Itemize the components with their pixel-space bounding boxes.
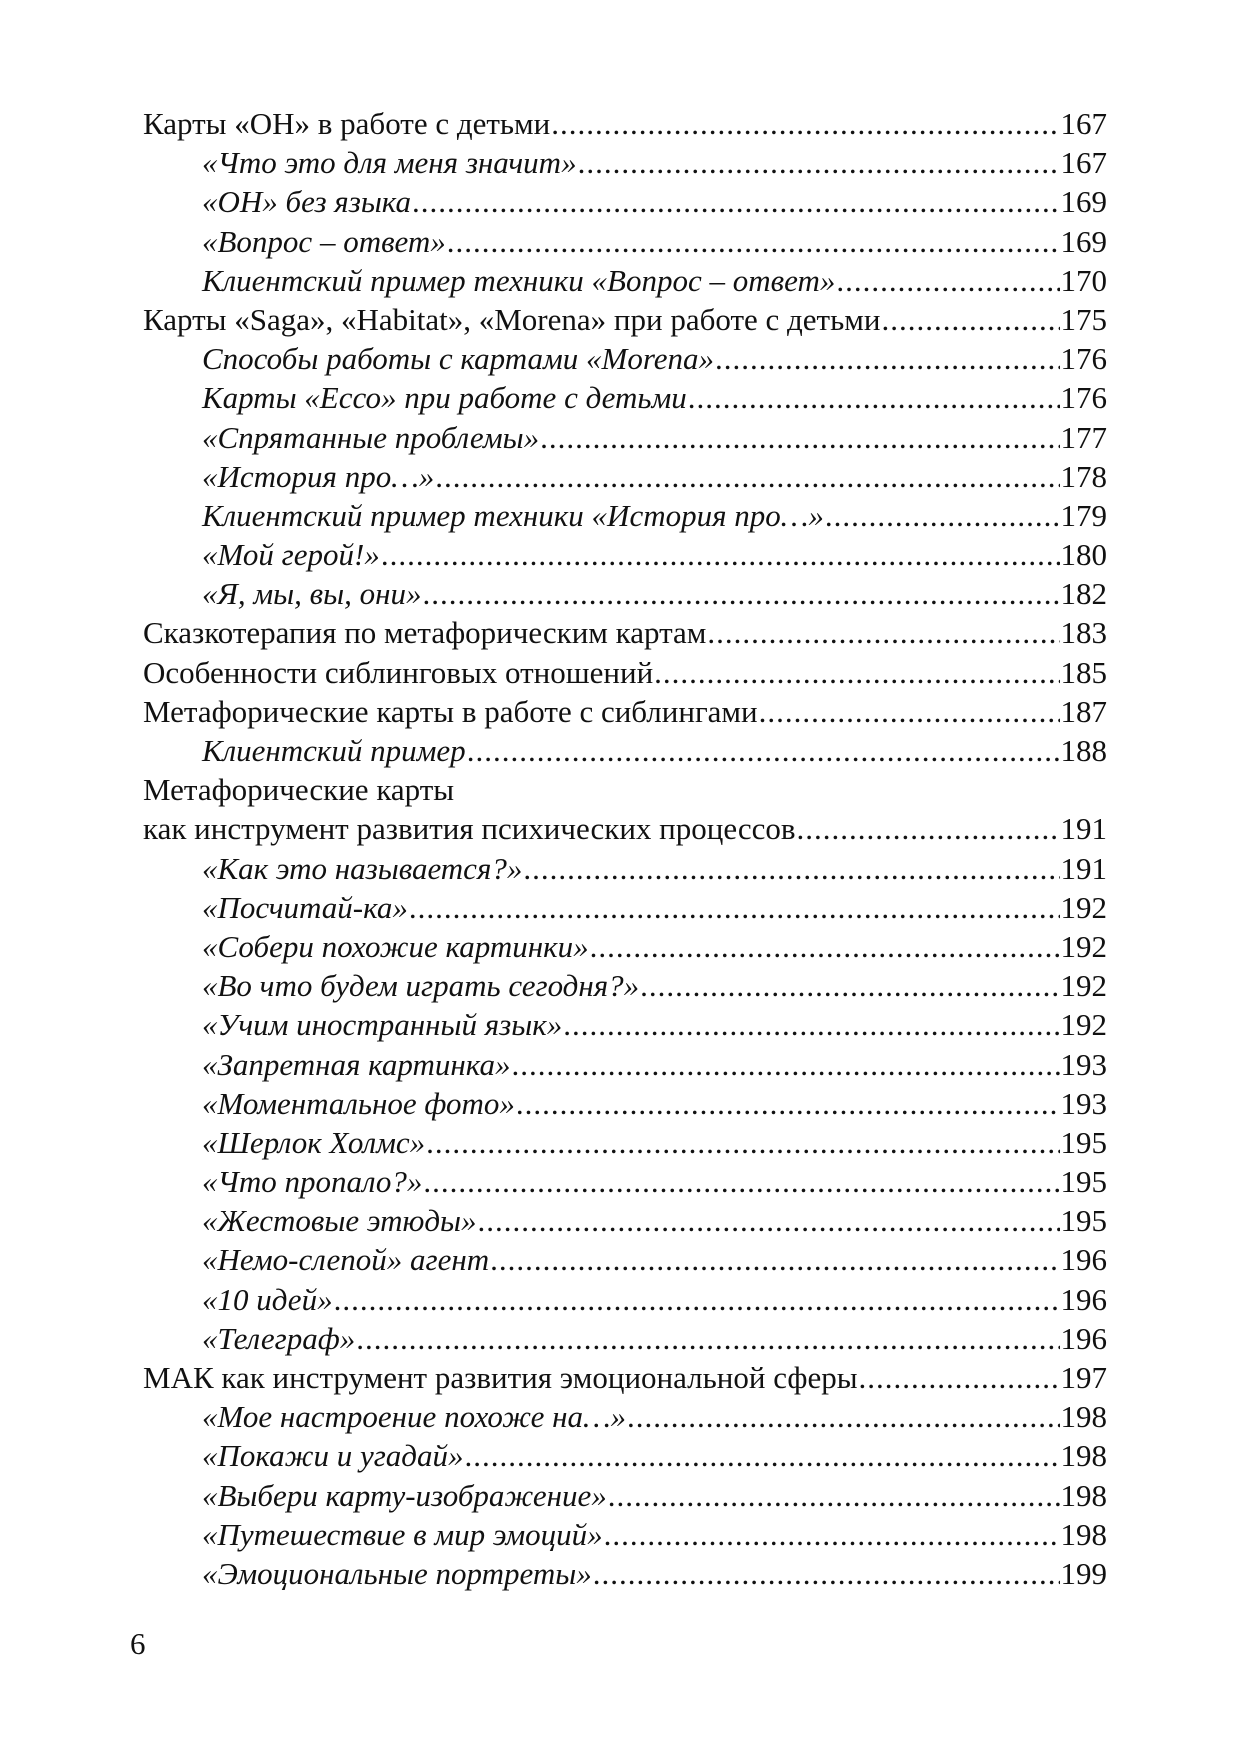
toc-entry-title: «10 идей» — [202, 1281, 333, 1317]
toc-entry-row — [202, 339, 1107, 378]
toc-subentry — [0, 1319, 1240, 1358]
toc-entry-page: 192 — [1060, 928, 1107, 964]
toc-dot-leader — [412, 182, 1059, 221]
toc-entry-title: «Что это для меня значит» — [202, 145, 577, 181]
toc-subentry — [0, 457, 1240, 496]
toc-entry-page: 179 — [1060, 497, 1107, 533]
toc-subentry — [0, 1436, 1240, 1475]
toc-dot-leader — [523, 849, 1059, 888]
toc-entry-page: 192 — [1060, 889, 1107, 925]
toc-dot-leader — [654, 653, 1059, 692]
toc-entry-row — [202, 1515, 1107, 1554]
toc-subentry — [0, 731, 1240, 770]
toc-entry-page: 193 — [1060, 1085, 1107, 1121]
toc-dot-leader — [563, 1005, 1059, 1044]
toc-entry-row — [143, 770, 1107, 809]
toc-entry — [0, 104, 1240, 143]
toc-dot-leader — [516, 1084, 1060, 1123]
toc-entry-row — [202, 731, 1107, 770]
toc-entry — [0, 653, 1240, 692]
toc-subentry — [0, 1280, 1240, 1319]
toc-dot-leader — [467, 731, 1060, 770]
toc-entry-title: «История про…» — [202, 458, 435, 494]
toc-entry-page: 170 — [1060, 262, 1107, 298]
toc-entry-row — [202, 1201, 1107, 1240]
toc-entry-page: 195 — [1060, 1124, 1107, 1160]
toc-entry-row — [143, 809, 1107, 848]
toc-entry-title: «ОН» без языка — [202, 184, 412, 220]
toc-entry-page: 169 — [1060, 184, 1107, 220]
toc-entry-row — [143, 104, 1107, 143]
toc-entry-row — [202, 496, 1107, 535]
toc-subentry — [0, 496, 1240, 535]
toc-entry-row — [202, 222, 1107, 261]
toc-entry-page: 176 — [1060, 380, 1107, 416]
toc-entry-row — [202, 966, 1107, 1005]
toc-entry-page: 198 — [1060, 1399, 1107, 1435]
toc-entry-page: 185 — [1060, 654, 1107, 690]
toc-entry-row — [143, 692, 1107, 731]
toc-entry-title: «Спрятанные проблемы» — [202, 419, 540, 455]
toc-dot-leader — [551, 104, 1059, 143]
toc-entry-page: 196 — [1060, 1320, 1107, 1356]
toc-subentry — [0, 574, 1240, 613]
toc-dot-leader — [859, 1358, 1060, 1397]
toc-entry-page: 197 — [1060, 1360, 1107, 1395]
toc-subentry — [0, 378, 1240, 417]
toc-subentry — [0, 339, 1240, 378]
toc-dot-leader — [590, 927, 1060, 966]
toc-entry-title: «Как это называется?» — [202, 850, 523, 886]
toc-dot-leader — [604, 1515, 1060, 1554]
toc-entry-title: МАК как инструмент развития эмоциональной сферы — [143, 1360, 858, 1395]
toc-dot-leader — [627, 1397, 1059, 1436]
toc-entry — [0, 770, 1240, 809]
toc-entry-title: Карты «ОН» в работе с детьми — [143, 106, 551, 141]
toc-entry-row — [202, 574, 1107, 613]
toc-entry-page: 175 — [1060, 301, 1107, 337]
toc-dot-leader — [465, 1436, 1060, 1475]
toc-entry-title: «Мое настроение похоже на…» — [202, 1399, 627, 1435]
toc-entry-title: «Посчитай-ка» — [202, 889, 408, 925]
toc-entry-title: Способы работы с картами «Morena» — [202, 341, 715, 377]
toc-entry-row — [202, 1554, 1107, 1593]
toc-subentry — [0, 1162, 1240, 1201]
toc-subentry — [0, 1515, 1240, 1554]
toc-dot-leader — [381, 535, 1060, 574]
toc-entry-row — [202, 1476, 1107, 1515]
toc-entry-page: 183 — [1060, 615, 1107, 651]
toc-entry-page: 191 — [1060, 811, 1107, 847]
toc-dot-leader — [426, 1123, 1059, 1162]
toc-subentry — [0, 888, 1240, 927]
toc-entry-title: «Жестовые этюды» — [202, 1203, 477, 1239]
toc-entry-page: 198 — [1060, 1516, 1107, 1552]
toc-entry-title: «Я, мы, вы, они» — [202, 576, 422, 612]
toc-entry-row — [143, 1358, 1107, 1397]
toc-entry-page: 176 — [1060, 341, 1107, 377]
toc-entry — [0, 1358, 1240, 1397]
toc-subentry — [0, 182, 1240, 221]
toc-entry-title: «Выбери карту-изображение» — [202, 1477, 607, 1513]
toc-dot-leader — [511, 1045, 1059, 1084]
toc-entry-row — [202, 1162, 1107, 1201]
toc-entry-row — [202, 1240, 1107, 1279]
toc-dot-leader — [422, 574, 1059, 613]
toc-dot-leader — [540, 418, 1059, 457]
page-number: 6 — [130, 1626, 146, 1661]
toc-entry-page: 198 — [1060, 1477, 1107, 1513]
toc-dot-leader — [688, 378, 1060, 417]
toc-entry-title: «Телеграф» — [202, 1320, 356, 1356]
toc-dot-leader — [490, 1240, 1059, 1279]
toc-entry-row — [202, 888, 1107, 927]
toc-entry-page: 182 — [1060, 576, 1107, 612]
toc-subentry — [0, 966, 1240, 1005]
toc-entry-page: 196 — [1060, 1281, 1107, 1317]
toc-entry-title: Клиентский пример — [202, 733, 466, 768]
toc-entry-page: 195 — [1060, 1164, 1107, 1200]
toc-entry-title: «Мой герой!» — [202, 537, 380, 573]
toc-entry-title: Особенности сиблинговых отношений — [143, 654, 654, 690]
toc-entry-row — [143, 300, 1107, 339]
toc-dot-leader — [836, 261, 1059, 300]
toc-entry-page: 177 — [1060, 419, 1107, 455]
toc-entry-row — [202, 535, 1107, 574]
toc-entry-title: «Немо-слепой» агент — [202, 1242, 490, 1278]
toc-entry-title: «Шерлок Холмс» — [202, 1124, 426, 1160]
toc-entry-page: 196 — [1060, 1242, 1107, 1278]
toc-subentry — [0, 1005, 1240, 1044]
toc-subentry — [0, 927, 1240, 966]
toc-entry-row — [202, 1084, 1107, 1123]
toc-dot-leader — [356, 1319, 1059, 1358]
toc-entry-row — [202, 1123, 1107, 1162]
toc-entry-page: 191 — [1060, 850, 1107, 886]
toc-entry-title: как инструмент развития психических процессов — [143, 811, 796, 847]
toc-entry-row — [202, 1436, 1107, 1475]
toc-entry-page: 188 — [1060, 733, 1107, 768]
toc-entry-page: 180 — [1060, 537, 1107, 573]
toc-entry-page: 198 — [1060, 1438, 1107, 1474]
toc-entry-page: 193 — [1060, 1046, 1107, 1082]
toc-entry-row — [143, 613, 1107, 652]
toc-subentry — [0, 143, 1240, 182]
toc-entry-title: Карты «Ессо» при работе с детьми — [202, 380, 687, 416]
toc-entry-row — [202, 1319, 1107, 1358]
toc-entry-row — [202, 1045, 1107, 1084]
toc-entry-row — [202, 849, 1107, 888]
toc-entry — [0, 613, 1240, 652]
toc-subentry — [0, 1123, 1240, 1162]
toc-entry — [0, 692, 1240, 731]
toc-subentry — [0, 261, 1240, 300]
toc-entry-title: «Собери похожие картинки» — [202, 928, 589, 964]
toc-subentry — [0, 1084, 1240, 1123]
toc-entry-row — [202, 418, 1107, 457]
toc-dot-leader — [478, 1201, 1060, 1240]
toc-entry-row — [202, 143, 1107, 182]
toc-subentry — [0, 222, 1240, 261]
toc-subentry — [0, 1397, 1240, 1436]
toc-dot-leader — [797, 809, 1060, 848]
toc-subentry — [0, 418, 1240, 457]
toc-entry-row — [202, 457, 1107, 496]
toc-entry-page: 199 — [1060, 1555, 1107, 1591]
toc-entry-title: Клиентский пример техники «Вопрос – ответ» — [202, 262, 836, 298]
toc-entry-title: «Эмоциональные портреты» — [202, 1555, 592, 1591]
toc-entry-title: Клиентский пример техники «История про…» — [202, 497, 824, 533]
toc-subentry — [0, 849, 1240, 888]
toc-entry-row — [202, 1280, 1107, 1319]
toc-entry-page: 167 — [1060, 145, 1107, 181]
toc-entry-title: Метафорические карты — [143, 772, 455, 808]
toc-entry-row — [202, 261, 1107, 300]
toc-entry-title: «Во что будем играть сегодня?» — [202, 968, 640, 1004]
toc-dot-leader — [707, 613, 1059, 652]
toc-subentry — [0, 535, 1240, 574]
toc-entry-page: 187 — [1060, 693, 1107, 729]
toc-entry-title: «Вопрос – ответ» — [202, 223, 446, 259]
toc-entry-row — [202, 1005, 1107, 1044]
toc-dot-leader — [593, 1554, 1060, 1593]
toc-entry-page: 178 — [1060, 458, 1107, 494]
toc-entry — [0, 300, 1240, 339]
toc-entry-row — [202, 1397, 1107, 1436]
toc-entry-title: «Покажи и угадай» — [202, 1438, 464, 1474]
toc-dot-leader — [435, 457, 1059, 496]
toc-entry-title: «Путешествие в мир эмоций» — [202, 1516, 603, 1552]
toc-dot-leader — [578, 143, 1060, 182]
table-of-contents — [0, 104, 1240, 1593]
toc-dot-leader — [825, 496, 1060, 535]
toc-subentry — [0, 1201, 1240, 1240]
toc-entry-title: «Учим иностранный язык» — [202, 1007, 563, 1043]
toc-dot-leader — [423, 1162, 1059, 1201]
toc-subentry — [0, 1476, 1240, 1515]
toc-entry-row — [202, 927, 1107, 966]
toc-entry-page: 167 — [1060, 106, 1107, 141]
toc-entry-title: «Что пропало?» — [202, 1164, 423, 1200]
toc-dot-leader — [409, 888, 1060, 927]
toc-entry-row — [143, 653, 1107, 692]
toc-dot-leader — [608, 1476, 1060, 1515]
toc-entry-page: 169 — [1060, 223, 1107, 259]
toc-dot-leader — [334, 1280, 1060, 1319]
toc-entry-title: Сказкотерапия по метафорическим картам — [143, 615, 707, 651]
toc-subentry — [0, 1240, 1240, 1279]
toc-entry-title: «Моментальное фото» — [202, 1085, 515, 1121]
toc-entry-page: 195 — [1060, 1203, 1107, 1239]
toc-dot-leader — [759, 692, 1060, 731]
toc-entry-page: 192 — [1060, 968, 1107, 1004]
toc-entry-title: «Запретная картинка» — [202, 1046, 511, 1082]
toc-entry-title: Метафорические карты в работе с сиблингами — [143, 693, 758, 729]
toc-entry-row — [202, 378, 1107, 417]
toc-entry — [0, 809, 1240, 848]
toc-dot-leader — [640, 966, 1059, 1005]
toc-subentry — [0, 1554, 1240, 1593]
toc-dot-leader — [715, 339, 1059, 378]
toc-dot-leader — [447, 222, 1060, 261]
toc-entry-row — [202, 182, 1107, 221]
toc-subentry — [0, 1045, 1240, 1084]
toc-entry-page: 192 — [1060, 1007, 1107, 1043]
toc-entry-title: Карты «Saga», «Habitat», «Morena» при работе с детьми — [143, 301, 881, 337]
toc-dot-leader — [881, 300, 1059, 339]
